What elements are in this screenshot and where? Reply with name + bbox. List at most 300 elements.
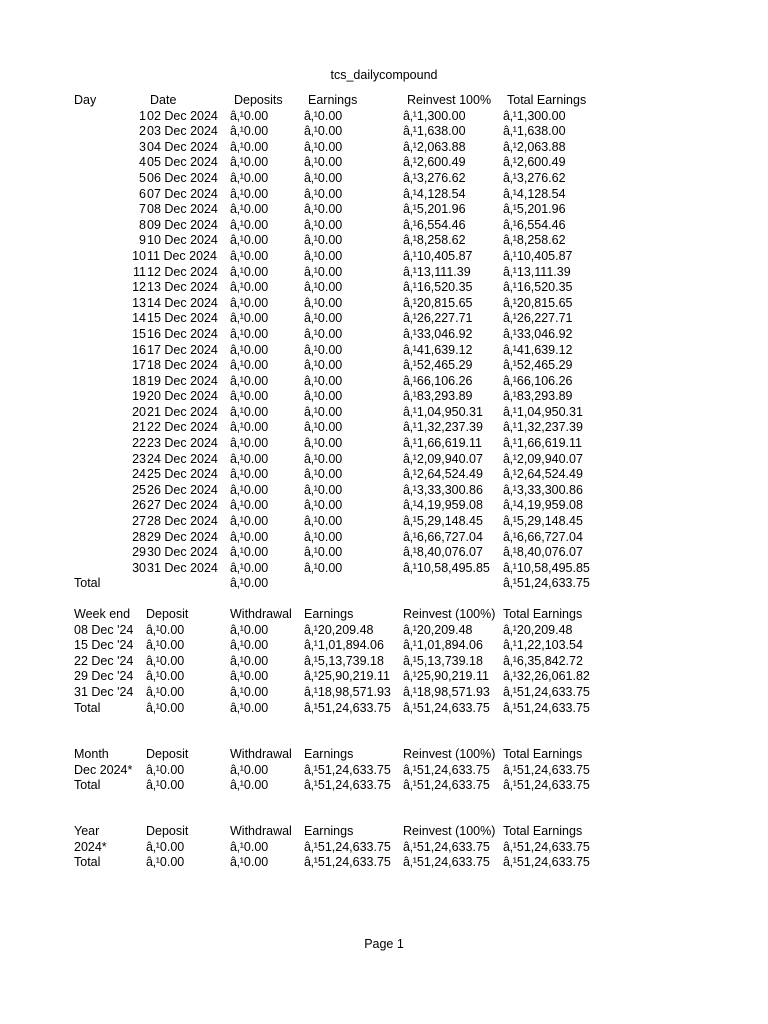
earnings-cell: â‚¹51,24,633.75 [304, 839, 391, 854]
reinvest-cell: â‚¹51,24,633.75 [403, 839, 490, 854]
date-cell: 19 Dec 2024 [147, 373, 218, 388]
deposits-cell: â‚¹0.00 [230, 202, 269, 217]
table-row [0, 436, 768, 452]
total-earnings-cell: â‚¹83,293.89 [503, 389, 573, 404]
deposits-cell: â‚¹0.00 [230, 280, 269, 295]
withdrawal-cell: â‚¹0.00 [230, 762, 269, 777]
table-row [0, 187, 768, 203]
table-row [0, 249, 768, 265]
earnings-cell: â‚¹1,01,894.06 [304, 638, 384, 653]
day-cell: 10 [132, 248, 146, 263]
earnings-cell: â‚¹0.00 [304, 248, 343, 263]
page-number: Page 1 [364, 937, 404, 951]
table-row [0, 202, 768, 218]
withdrawal-cell: â‚¹0.00 [230, 700, 269, 715]
deposit-cell: â‚¹0.00 [146, 762, 185, 777]
deposit-cell: â‚¹0.00 [146, 855, 185, 870]
table-row [0, 840, 768, 856]
deposits-cell: â‚¹0.00 [230, 170, 269, 185]
earnings-cell: â‚¹0.00 [304, 436, 343, 451]
total-earnings-cell: â‚¹4,128.54 [503, 186, 566, 201]
earnings-cell: â‚¹0.00 [304, 295, 343, 310]
column-header: Week end [74, 607, 131, 621]
header-deposits: Deposits [234, 93, 283, 107]
column-header: Total Earnings [503, 607, 583, 621]
reinvest-cell: â‚¹5,29,148.45 [403, 514, 483, 529]
earnings-cell: â‚¹0.00 [304, 467, 343, 482]
date-cell: 25 Dec 2024 [147, 467, 218, 482]
day-cell: 16 [132, 342, 146, 357]
earnings-cell: â‚¹0.00 [304, 155, 343, 170]
deposits-cell: â‚¹0.00 [230, 482, 269, 497]
earnings-cell: â‚¹0.00 [304, 373, 343, 388]
date-cell: 21 Dec 2024 [147, 404, 218, 419]
deposits-cell: â‚¹0.00 [230, 451, 269, 466]
day-cell: 5 [139, 170, 146, 185]
earnings-cell: â‚¹0.00 [304, 545, 343, 560]
deposits-cell: â‚¹0.00 [230, 217, 269, 232]
date-cell: 04 Dec 2024 [147, 139, 218, 154]
total-earnings-cell: â‚¹2,09,940.07 [503, 451, 583, 466]
date-cell: 08 Dec 2024 [147, 202, 218, 217]
earnings-cell: â‚¹0.00 [304, 420, 343, 435]
column-header: Total Earnings [503, 824, 583, 838]
earnings-cell: â‚¹0.00 [304, 498, 343, 513]
monthly-header-row [0, 747, 768, 763]
header-earnings: Earnings [308, 93, 358, 107]
total-earnings-cell: â‚¹2,063.88 [503, 139, 566, 154]
total-label: Total [74, 576, 101, 591]
total-earnings-cell: â‚¹3,33,300.86 [503, 482, 583, 497]
total-earnings-cell: â‚¹1,04,950.31 [503, 404, 583, 419]
total-earnings-cell: â‚¹5,29,148.45 [503, 514, 583, 529]
period-cell: 2024* [74, 839, 107, 854]
total-earnings-cell: â‚¹51,24,633.75 [503, 684, 590, 699]
deposits-cell: â‚¹0.00 [230, 529, 269, 544]
day-cell: 19 [132, 389, 146, 404]
total-earnings-cell: â‚¹51,24,633.75 [503, 762, 590, 777]
earnings-cell: â‚¹0.00 [304, 482, 343, 497]
earnings-cell: â‚¹51,24,633.75 [304, 778, 391, 793]
table-row [0, 669, 768, 685]
table-row [0, 311, 768, 327]
reinvest-cell: â‚¹1,32,237.39 [403, 420, 483, 435]
day-cell: 21 [132, 420, 146, 435]
deposits-cell: â‚¹0.00 [230, 295, 269, 310]
reinvest-cell: â‚¹4,19,959.08 [403, 498, 483, 513]
reinvest-cell: â‚¹8,258.62 [403, 233, 466, 248]
period-cell: Total [74, 700, 101, 715]
column-header: Earnings [304, 747, 354, 761]
document-title: tcs_dailycompound [330, 68, 438, 82]
total-earnings-cell: â‚¹10,58,495.85 [503, 560, 590, 575]
column-header: Earnings [304, 607, 354, 621]
deposits-cell: â‚¹0.00 [230, 233, 269, 248]
table-row [0, 483, 768, 499]
day-cell: 4 [139, 155, 146, 170]
table-row [0, 467, 768, 483]
column-header: Total Earnings [503, 747, 583, 761]
period-cell: Total [74, 855, 101, 870]
reinvest-cell: â‚¹8,40,076.07 [403, 545, 483, 560]
total-earnings-cell: â‚¹51,24,633.75 [503, 700, 590, 715]
date-cell: 11 Dec 2024 [147, 248, 217, 263]
table-row [0, 389, 768, 405]
date-cell: 29 Dec 2024 [147, 529, 218, 544]
column-header: Year [74, 824, 100, 838]
day-cell: 20 [132, 404, 146, 419]
reinvest-cell: â‚¹2,600.49 [403, 155, 466, 170]
reinvest-cell: â‚¹26,227.71 [403, 311, 473, 326]
reinvest-cell: â‚¹1,638.00 [403, 124, 466, 139]
day-cell: 15 [132, 326, 146, 341]
total-earnings-cell: â‚¹1,22,103.54 [503, 638, 583, 653]
table-row [0, 327, 768, 343]
reinvest-cell: â‚¹1,300.00 [403, 108, 466, 123]
date-cell: 10 Dec 2024 [147, 233, 218, 248]
total-earnings-cell: â‚¹1,66,619.11 [503, 436, 582, 451]
day-cell: 6 [139, 186, 146, 201]
date-cell: 24 Dec 2024 [147, 451, 218, 466]
reinvest-cell: â‚¹10,405.87 [403, 248, 473, 263]
reinvest-cell: â‚¹4,128.54 [403, 186, 466, 201]
deposits-cell: â‚¹0.00 [230, 264, 269, 279]
total-earnings-cell: â‚¹32,26,061.82 [503, 669, 590, 684]
total-earnings-cell: â‚¹4,19,959.08 [503, 498, 583, 513]
column-header: Reinvest (100%) [403, 607, 496, 621]
deposits-cell: â‚¹0.00 [230, 186, 269, 201]
deposits-cell: â‚¹0.00 [230, 389, 269, 404]
earnings-cell: â‚¹20,209.48 [304, 622, 374, 637]
deposits-cell: â‚¹0.00 [230, 404, 269, 419]
table-row [0, 685, 768, 701]
deposits-cell: â‚¹0.00 [230, 545, 269, 560]
monthly-summary-table [0, 747, 768, 794]
table-row [0, 420, 768, 436]
daily-header-row [0, 93, 768, 109]
deposit-cell: â‚¹0.00 [146, 839, 185, 854]
reinvest-cell: â‚¹51,24,633.75 [403, 855, 490, 870]
deposits-cell: â‚¹0.00 [230, 311, 269, 326]
table-row [0, 265, 768, 281]
period-cell: 15 Dec '24 [74, 638, 134, 653]
day-cell: 2 [139, 124, 146, 139]
total-earnings-cell: â‚¹10,405.87 [503, 248, 573, 263]
earnings-cell: â‚¹0.00 [304, 217, 343, 232]
earnings-cell: â‚¹0.00 [304, 202, 343, 217]
earnings-cell: â‚¹0.00 [304, 560, 343, 575]
reinvest-cell: â‚¹3,33,300.86 [403, 482, 483, 497]
total-earnings-cell: â‚¹41,639.12 [503, 342, 573, 357]
header-date: Date [150, 93, 177, 107]
total-earnings-cell: â‚¹33,046.92 [503, 326, 573, 341]
date-cell: 14 Dec 2024 [147, 295, 218, 310]
deposits-cell: â‚¹0.00 [230, 155, 269, 170]
date-cell: 22 Dec 2024 [147, 420, 218, 435]
total-earnings-cell: â‚¹8,40,076.07 [503, 545, 583, 560]
column-header: Withdrawal [230, 607, 292, 621]
table-row [0, 296, 768, 312]
reinvest-cell: â‚¹1,66,619.11 [403, 436, 482, 451]
reinvest-cell: â‚¹16,520.35 [403, 280, 473, 295]
total-earnings-cell: â‚¹1,300.00 [503, 108, 566, 123]
table-row [0, 218, 768, 234]
reinvest-cell: â‚¹66,106.26 [403, 373, 473, 388]
deposits-cell: â‚¹0.00 [230, 467, 269, 482]
reinvest-cell: â‚¹18,98,571.93 [403, 684, 490, 699]
day-cell: 26 [132, 498, 146, 513]
reinvest-cell: â‚¹5,13,739.18 [403, 653, 483, 668]
total-earnings-cell: â‚¹2,64,524.49 [503, 467, 583, 482]
column-header: Withdrawal [230, 747, 292, 761]
period-cell: Total [74, 778, 101, 793]
date-cell: 23 Dec 2024 [147, 436, 218, 451]
day-cell: 24 [132, 467, 146, 482]
earnings-cell: â‚¹0.00 [304, 139, 343, 154]
day-cell: 30 [132, 560, 146, 575]
deposits-cell: â‚¹0.00 [230, 139, 269, 154]
reinvest-cell: â‚¹1,04,950.31 [403, 404, 483, 419]
weekly-summary-table [0, 607, 768, 716]
table-row [0, 280, 768, 296]
total-earnings-cell: â‚¹51,24,633.75 [503, 855, 590, 870]
reinvest-cell: â‚¹2,063.88 [403, 139, 466, 154]
table-row [0, 545, 768, 561]
table-row [0, 763, 768, 779]
deposits-cell: â‚¹0.00 [230, 420, 269, 435]
day-cell: 22 [132, 436, 146, 451]
total-earnings-cell: â‚¹6,35,842.72 [503, 653, 583, 668]
deposits-cell: â‚¹0.00 [230, 436, 269, 451]
date-cell: 26 Dec 2024 [147, 482, 218, 497]
withdrawal-cell: â‚¹0.00 [230, 622, 269, 637]
reinvest-cell: â‚¹51,24,633.75 [403, 762, 490, 777]
withdrawal-cell: â‚¹0.00 [230, 839, 269, 854]
deposit-cell: â‚¹0.00 [146, 700, 185, 715]
yearly-header-row [0, 824, 768, 840]
date-cell: 18 Dec 2024 [147, 358, 218, 373]
earnings-cell: â‚¹0.00 [304, 342, 343, 357]
deposit-cell: â‚¹0.00 [146, 622, 185, 637]
date-cell: 30 Dec 2024 [147, 545, 218, 560]
header-reinvest: Reinvest 100% [407, 93, 492, 107]
reinvest-cell: â‚¹41,639.12 [403, 342, 473, 357]
total-earnings-cell: â‚¹6,554.46 [503, 217, 566, 232]
column-header: Deposit [146, 607, 189, 621]
table-row [0, 374, 768, 390]
earnings-cell: â‚¹0.00 [304, 280, 343, 295]
day-cell: 12 [132, 280, 146, 295]
date-cell: 12 Dec 2024 [147, 264, 218, 279]
header-day: Day [74, 93, 97, 107]
deposits-cell: â‚¹0.00 [230, 514, 269, 529]
table-row [0, 452, 768, 468]
period-cell: 22 Dec '24 [74, 653, 134, 668]
table-row [0, 514, 768, 530]
earnings-cell: â‚¹0.00 [304, 170, 343, 185]
deposits-cell: â‚¹0.00 [230, 358, 269, 373]
total-earnings-cell: â‚¹1,638.00 [503, 124, 566, 139]
earnings-cell: â‚¹0.00 [304, 529, 343, 544]
day-cell: 7 [139, 202, 146, 217]
table-row [0, 654, 768, 670]
day-cell: 3 [139, 139, 146, 154]
deposits-cell: â‚¹0.00 [230, 326, 269, 341]
date-cell: 15 Dec 2024 [147, 311, 218, 326]
table-row [0, 358, 768, 374]
withdrawal-cell: â‚¹0.00 [230, 855, 269, 870]
earnings-cell: â‚¹0.00 [304, 514, 343, 529]
deposits-cell: â‚¹0.00 [230, 498, 269, 513]
day-cell: 29 [132, 545, 146, 560]
date-cell: 27 Dec 2024 [147, 498, 218, 513]
column-header: Reinvest (100%) [403, 824, 496, 838]
date-cell: 06 Dec 2024 [147, 170, 218, 185]
deposits-cell: â‚¹0.00 [230, 373, 269, 388]
earnings-cell: â‚¹51,24,633.75 [304, 855, 391, 870]
earnings-cell: â‚¹51,24,633.75 [304, 762, 391, 777]
day-cell: 17 [132, 358, 146, 373]
withdrawal-cell: â‚¹0.00 [230, 653, 269, 668]
total-earnings-cell: â‚¹20,815.65 [503, 295, 573, 310]
total-earnings-cell: â‚¹5,201.96 [503, 202, 566, 217]
table-row [0, 124, 768, 140]
deposits-cell: â‚¹0.00 [230, 560, 269, 575]
deposit-cell: â‚¹0.00 [146, 653, 185, 668]
table-row [0, 155, 768, 171]
reinvest-cell: â‚¹6,554.46 [403, 217, 466, 232]
day-cell: 23 [132, 451, 146, 466]
earnings-cell: â‚¹18,98,571.93 [304, 684, 391, 699]
date-cell: 28 Dec 2024 [147, 514, 218, 529]
total-earnings-cell: â‚¹1,32,237.39 [503, 420, 583, 435]
day-cell: 8 [139, 217, 146, 232]
table-row [0, 855, 768, 871]
reinvest-cell: â‚¹3,276.62 [403, 170, 466, 185]
date-cell: 16 Dec 2024 [147, 326, 218, 341]
table-row [0, 530, 768, 546]
earnings-cell: â‚¹25,90,219.11 [304, 669, 390, 684]
table-row [0, 171, 768, 187]
column-header: Deposit [146, 747, 189, 761]
deposit-cell: â‚¹0.00 [146, 778, 185, 793]
table-row [0, 343, 768, 359]
reinvest-cell: â‚¹1,01,894.06 [403, 638, 483, 653]
total-earnings: â‚¹51,24,633.75 [503, 576, 590, 591]
earnings-cell: â‚¹0.00 [304, 311, 343, 326]
withdrawal-cell: â‚¹0.00 [230, 669, 269, 684]
date-cell: 02 Dec 2024 [147, 108, 218, 123]
date-cell: 13 Dec 2024 [147, 280, 218, 295]
deposits-cell: â‚¹0.00 [230, 124, 269, 139]
table-row [0, 778, 768, 794]
reinvest-cell: â‚¹51,24,633.75 [403, 700, 490, 715]
date-cell: 03 Dec 2024 [147, 124, 218, 139]
earnings-cell: â‚¹0.00 [304, 389, 343, 404]
deposit-cell: â‚¹0.00 [146, 638, 185, 653]
reinvest-cell: â‚¹6,66,727.04 [403, 529, 483, 544]
table-row [0, 109, 768, 125]
reinvest-cell: â‚¹2,09,940.07 [403, 451, 483, 466]
reinvest-cell: â‚¹20,815.65 [403, 295, 473, 310]
day-cell: 28 [132, 529, 146, 544]
withdrawal-cell: â‚¹0.00 [230, 778, 269, 793]
period-cell: 08 Dec '24 [74, 622, 134, 637]
day-cell: 14 [132, 311, 146, 326]
total-earnings-cell: â‚¹20,209.48 [503, 622, 573, 637]
deposit-cell: â‚¹0.00 [146, 669, 185, 684]
earnings-cell: â‚¹0.00 [304, 186, 343, 201]
table-row [0, 701, 768, 717]
deposits-cell: â‚¹0.00 [230, 342, 269, 357]
total-earnings-cell: â‚¹13,111.39 [503, 264, 571, 279]
date-cell: 17 Dec 2024 [147, 342, 218, 357]
reinvest-cell: â‚¹10,58,495.85 [403, 560, 490, 575]
table-row [0, 561, 768, 577]
period-cell: 29 Dec '24 [74, 669, 134, 684]
date-cell: 09 Dec 2024 [147, 217, 218, 232]
earnings-cell: â‚¹0.00 [304, 358, 343, 373]
header-total-earnings: Total Earnings [507, 93, 587, 107]
day-cell: 13 [132, 295, 146, 310]
total-earnings-cell: â‚¹26,227.71 [503, 311, 573, 326]
earnings-cell: â‚¹0.00 [304, 326, 343, 341]
total-earnings-cell: â‚¹52,465.29 [503, 358, 573, 373]
reinvest-cell: â‚¹51,24,633.75 [403, 778, 490, 793]
day-cell: 27 [132, 514, 146, 529]
date-cell: 20 Dec 2024 [147, 389, 218, 404]
earnings-cell: â‚¹51,24,633.75 [304, 700, 391, 715]
total-earnings-cell: â‚¹66,106.26 [503, 373, 573, 388]
total-deposits: â‚¹0.00 [230, 576, 269, 591]
column-header: Deposit [146, 824, 189, 838]
date-cell: 31 Dec 2024 [147, 560, 218, 575]
total-earnings-cell: â‚¹6,66,727.04 [503, 529, 583, 544]
total-earnings-cell: â‚¹8,258.62 [503, 233, 566, 248]
table-row [0, 638, 768, 654]
earnings-cell: â‚¹0.00 [304, 108, 343, 123]
total-earnings-cell: â‚¹51,24,633.75 [503, 778, 590, 793]
earnings-cell: â‚¹0.00 [304, 404, 343, 419]
day-cell: 1 [139, 108, 146, 123]
day-cell: 18 [132, 373, 146, 388]
reinvest-cell: â‚¹2,64,524.49 [403, 467, 483, 482]
daily-compound-table [0, 93, 768, 592]
day-cell: 25 [132, 482, 146, 497]
total-earnings-cell: â‚¹16,520.35 [503, 280, 573, 295]
column-header: Withdrawal [230, 824, 292, 838]
date-cell: 05 Dec 2024 [147, 155, 218, 170]
total-earnings-cell: â‚¹3,276.62 [503, 170, 566, 185]
reinvest-cell: â‚¹83,293.89 [403, 389, 473, 404]
reinvest-cell: â‚¹25,90,219.11 [403, 669, 489, 684]
period-cell: 31 Dec '24 [74, 684, 134, 699]
period-cell: Dec 2024* [74, 762, 133, 777]
reinvest-cell: â‚¹13,111.39 [403, 264, 471, 279]
reinvest-cell: â‚¹33,046.92 [403, 326, 473, 341]
reinvest-cell: â‚¹20,209.48 [403, 622, 473, 637]
column-header: Month [74, 747, 109, 761]
deposits-cell: â‚¹0.00 [230, 248, 269, 263]
day-cell: 11 [133, 264, 146, 279]
earnings-cell: â‚¹0.00 [304, 124, 343, 139]
withdrawal-cell: â‚¹0.00 [230, 684, 269, 699]
reinvest-cell: â‚¹5,201.96 [403, 202, 466, 217]
deposits-cell: â‚¹0.00 [230, 108, 269, 123]
daily-total-row [0, 576, 768, 592]
table-row [0, 233, 768, 249]
date-cell: 07 Dec 2024 [147, 186, 218, 201]
